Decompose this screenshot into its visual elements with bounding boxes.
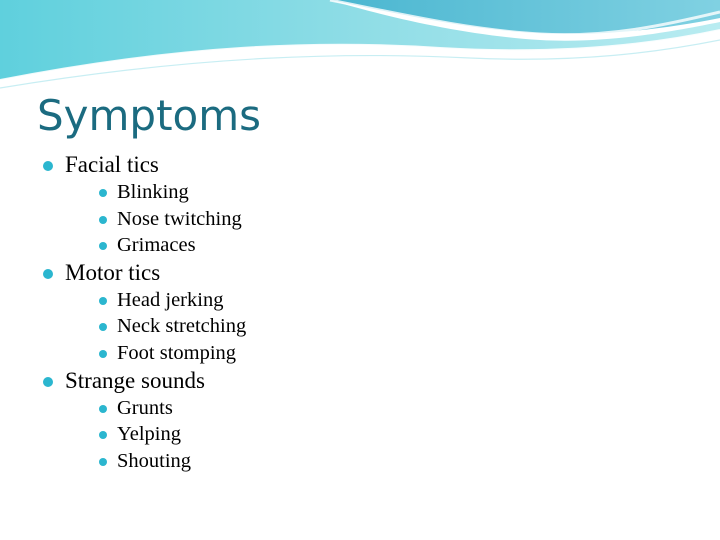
sub-bullet-item: Foot stomping [94, 340, 246, 367]
bullet-item [42, 259, 246, 367]
sub-bullet-list [65, 287, 246, 367]
bullet-text: Strange sounds [65, 367, 205, 393]
sub-bullet-item: Grimaces [94, 232, 246, 259]
bullet-list [42, 151, 246, 474]
header-wave-decoration [0, 0, 720, 90]
bullet-text: Facial tics [65, 152, 159, 177]
sub-bullet-list [65, 395, 246, 475]
bullet-item [42, 151, 246, 259]
sub-bullet-item: Shouting [94, 448, 246, 475]
bullet-text: Motor tics [65, 259, 161, 285]
bullet-item [42, 367, 246, 475]
slide-title: Symptoms [37, 91, 262, 140]
sub-bullet-item: Grunts [94, 395, 246, 422]
sub-bullet-item: Nose twitching [94, 206, 246, 233]
sub-bullet-item: Neck stretching [94, 313, 246, 340]
sub-bullet-item: Blinking [94, 179, 246, 206]
sub-bullet-item: Head jerking [94, 287, 246, 314]
sub-bullet-list [65, 179, 246, 259]
sub-bullet-item: Yelping [94, 421, 246, 448]
